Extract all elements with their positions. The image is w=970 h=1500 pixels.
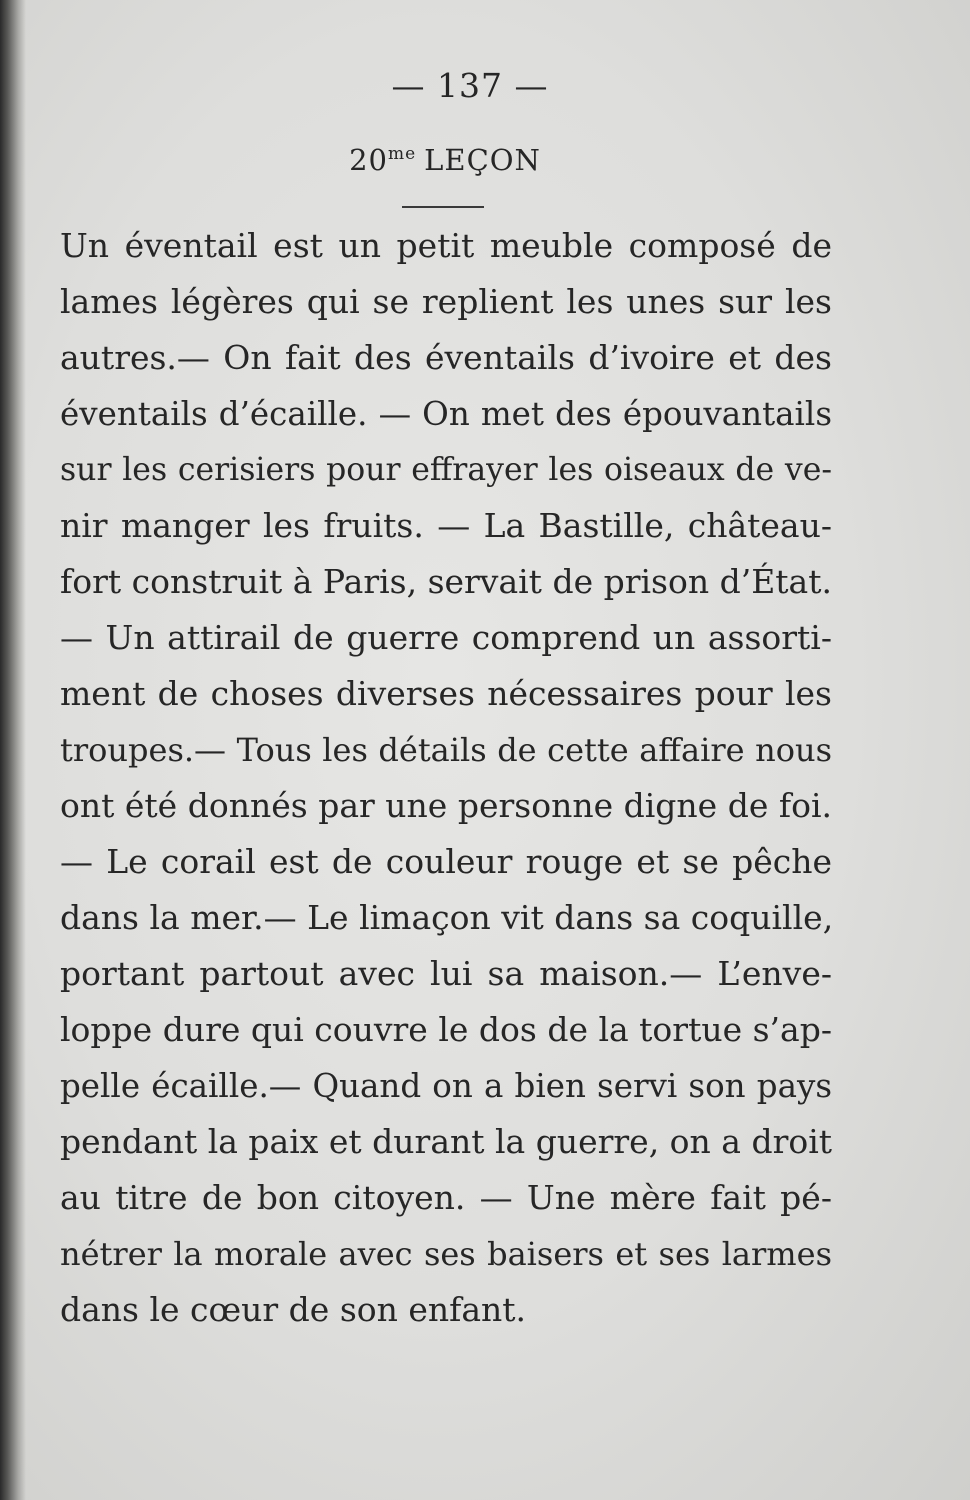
text-line: nir manger les fruits. — La Bastille, château- [60, 506, 832, 545]
text-line: nétrer la morale avec ses baisers et ses larmes [60, 1235, 832, 1273]
text-line: — Le corail est de couleur rouge et se pêche [60, 842, 832, 881]
text-line: fort construit à Paris, servait de prison d’État. [60, 562, 832, 601]
text-line: éventails d’écaille. — On met des épouvantails [60, 395, 832, 433]
page-number: — 137 — [391, 66, 549, 105]
binding-shadow [0, 0, 26, 1500]
title-divider [402, 206, 484, 208]
text-line: lames légères qui se replient les unes sur les [60, 282, 832, 321]
text-line: dans la mer.— Le limaçon vit dans sa coquille, [60, 898, 834, 937]
text-line: ont été donnés par une personne digne de foi. [60, 786, 832, 825]
lesson-number: 20 [349, 143, 388, 177]
text-line: loppe dure qui couvre le dos de la tortue s’ap- [60, 1010, 832, 1049]
text-line: portant partout avec lui sa maison.— L’enve- [60, 954, 832, 993]
text-line: — Un attirail de guerre comprend un assorti- [60, 618, 832, 657]
text-line: sur les cerisiers pour effrayer les oiseaux de ve- [60, 452, 832, 488]
lesson-number-suffix: me [387, 144, 417, 164]
text-line: Un éventail est un petit meuble composé de [60, 226, 832, 265]
text-line: dans le cœur de son enfant. [60, 1290, 527, 1329]
text-line: troupes.— Tous les détails de cette affaire nous [60, 731, 832, 769]
text-line: au titre de bon citoyen. — Une mère fait pé- [60, 1178, 832, 1217]
lesson-title [0, 143, 890, 177]
text-line: autres.— On fait des éventails d’ivoire et des [60, 338, 832, 377]
text-line: pelle écaille.— Quand on a bien servi son pays [60, 1067, 832, 1105]
lesson-body [60, 218, 832, 1338]
text-line: pendant la paix et durant la guerre, on a droit [60, 1122, 833, 1161]
lesson-word: LEÇON [424, 143, 541, 177]
text-line: ment de choses diverses nécessaires pour les [60, 674, 832, 713]
